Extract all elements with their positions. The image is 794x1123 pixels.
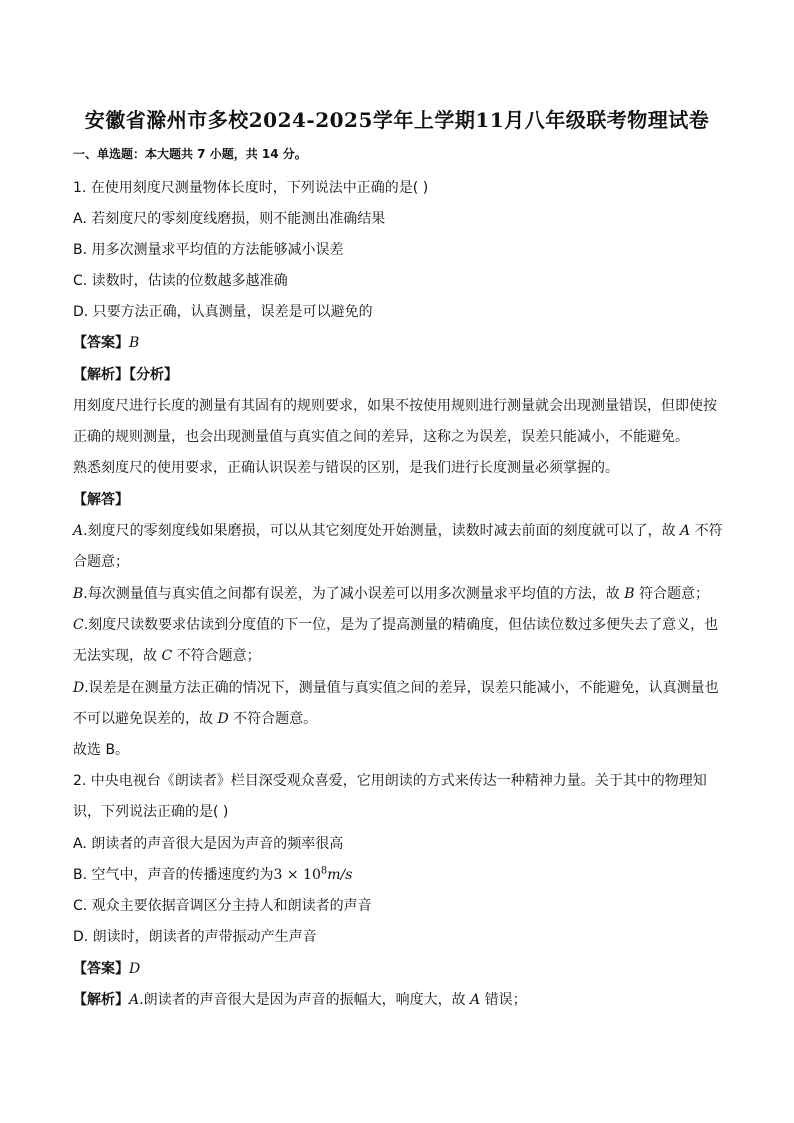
formula-base: 3 × 10 [273, 867, 321, 883]
letter: D [217, 711, 229, 727]
text: .每次测量值与真实值之间都有误差，为了减小误差可以用多次测量求平均值的方法，故 [83, 586, 625, 602]
q1-analysis-line: 熟悉刻度尺的使用要求，正确认识误差与错误的区别，是我们进行长度测量必须掌握的。 [73, 460, 619, 476]
q2-explanation [73, 989, 723, 1009]
answer-value: D [129, 961, 141, 977]
text: .误差是在测量方法正确的情况下，测量值与真实值之间的差异，误差只能减小，不能避免，认真测量也 [84, 680, 719, 696]
text: .朗读者的声音很大是因为声音的振幅大，响度大，故 [139, 992, 471, 1008]
answer-tag: 【答案】 [73, 335, 129, 351]
letter: B [73, 586, 84, 602]
q1-solution-a-cont: 合题意； [73, 554, 129, 570]
answer-tag: 【答案】 [73, 961, 129, 977]
q1-answer [73, 332, 723, 352]
text: .刻度尺的零刻度线如果磨损，可以从其它刻度处开始测量，读数时减去前面的刻度就可以了，故 [83, 523, 681, 539]
q1-analysis-line: 正确的规则测量，也会出现测量值与真实值之间的差异，这称之为误差，误差只能减小，不能避免。 [73, 429, 689, 445]
q1-solution-d-cont [73, 708, 723, 728]
q1-option-c: C. 读数时，估读的位数越多越准确 [73, 273, 288, 289]
letter: A [73, 523, 84, 539]
page-title: 安徽省滁州市多校2024-2025学年上学期11月八年级联考物理试卷 [84, 108, 710, 132]
letter: D [73, 680, 85, 696]
q2-option-c: C. 观众主要依据音调区分主持人和朗读者的声音 [73, 898, 372, 914]
text: 不符合题意； [172, 648, 261, 664]
text: 错误； [480, 992, 527, 1008]
q1-solve-tag: 【解答】 [73, 492, 129, 508]
q1-option-d: D. 只要方法正确，认真测量，误差是可以避免的 [73, 304, 373, 320]
formula-unit: m/s [327, 867, 353, 883]
q2-option-d: D. 朗读时，朗读者的声带振动产生声音 [73, 929, 317, 945]
letter: B [624, 586, 635, 602]
letter: A [680, 523, 691, 539]
q1-stem: 1. 在使用刻度尺测量物体长度时，下列说法中正确的是( ) [73, 180, 429, 196]
text: .刻度尺读数要求估读到分度值的下一位，是为了提高测量的精确度，但估读位数过多便失去了意义，也 [83, 617, 719, 633]
text: 符合题意； [634, 586, 709, 602]
section-heading: 一、单选题：本大题共 7 小题，共 14 分。 [73, 147, 307, 161]
explain-tag: 【解析】 [73, 992, 129, 1008]
q1-solution-c [73, 614, 723, 634]
answer-value: B [129, 335, 140, 351]
letter: A [129, 992, 140, 1008]
q2-stem-cont: 识，下列说法正确的是( ) [73, 804, 229, 820]
q1-conclusion: 故选 B。 [73, 742, 130, 758]
q2-stem: 2. 中央电视台《朗读者》栏目深受观众喜爱，它用朗读的方式来传达一种精神力量。关于其中的物理知 [73, 773, 707, 789]
q1-option-a: A. 若刻度尺的零刻度线磨损，则不能测出准确结果 [73, 211, 386, 227]
text: 无法实现，故 [73, 648, 162, 664]
q2-option-b [73, 864, 723, 884]
q1-solution-b [73, 583, 723, 603]
q1-explain-tag: 【解析】【分析】 [73, 367, 178, 383]
q1-solution-a [73, 520, 723, 540]
formula-exponent: 8 [320, 865, 328, 877]
q1-solution-d [73, 677, 723, 697]
q1-analysis-line: 用刻度尺进行长度的测量有其固有的规则要求，如果不按使用规则进行测量就会出现测量错误，但即使按 [73, 398, 717, 414]
text: 不符合题意。 [228, 711, 318, 727]
q2-answer [73, 958, 723, 978]
q1-solution-c-cont [73, 645, 723, 665]
letter: A [470, 992, 481, 1008]
text: 不符 [690, 523, 723, 539]
text: 不可以避免误差的，故 [73, 711, 218, 727]
letter: C [161, 648, 173, 664]
q1-option-b: B. 用多次测量求平均值的方法能够减小误差 [73, 242, 344, 258]
text: B. 空气中，声音的传播速度约为 [73, 867, 274, 883]
letter: C [73, 617, 84, 633]
q2-option-a: A. 朗读者的声音很大是因为声音的频率很高 [73, 836, 344, 852]
